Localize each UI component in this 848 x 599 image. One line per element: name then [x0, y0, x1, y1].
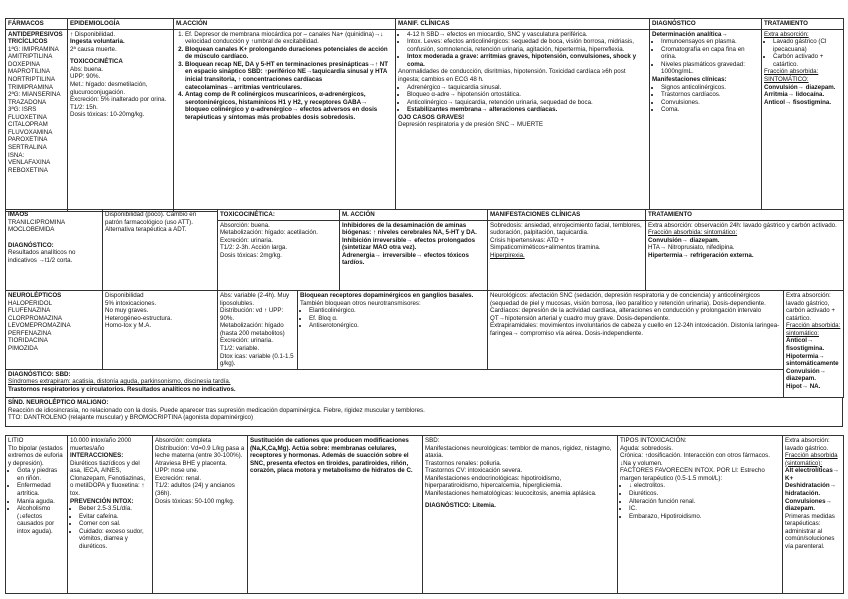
maligno-text: Reacción de idiosincrasia, no relacionado con la dosis. Puede aparecer tras supresión medicación dopaminérgica. Fiebre, rigidez muscular y temblores.: [8, 406, 425, 414]
trat-item: • Carbón activado + catártico.: [773, 53, 841, 68]
litio-inter-title: INTERACCIONES:: [70, 452, 124, 460]
toxico-line: UPP: nose une.: [155, 467, 199, 475]
litio-epi-head: 10.000 intox/año 2000 muertes/año: [70, 437, 132, 452]
trat-line: Fracción absorbida: sintomático:: [648, 229, 738, 237]
header-epidemiologia: EPIDEMIOLOGÍA: [68, 19, 174, 30]
clinica-mid: Anormalidades de conducción, disritmias, hipotensión. Toxicidad cardíaca ≥6h post ingesta; cambios en ECG 48 h.: [398, 68, 626, 83]
clinica-line: Crisis hipertensivas: ATD + Simpaticomiméticos+alimentos tiramina.: [490, 236, 601, 252]
accion-item: • Elanticolinérgico.: [309, 307, 485, 315]
toxico-line: Distribución: vd ↑ UPP: 90%.: [220, 307, 284, 322]
clinica-item: • Adrenérgico→ taquicardia sinusal.: [407, 84, 647, 92]
imaos-toxico-cell: [218, 220, 340, 290]
accion-line: Bloquean receptores dopaminérgicos en ganglios basales.: [300, 292, 474, 299]
tipos-line: FACTORES FAVORECEN INTOX. POR LI: Estrecho margen terapéutico (0.5-1.5 mmol/L):: [620, 467, 765, 482]
accion-item: 1. Ef. Depresor de membrana miocárdica por – canales Na+ (quinidina)→↓ velocidad conducción y ↑umbral de excitabilidad.: [185, 31, 393, 46]
trat-line: Convulsiones→ diazepam.: [785, 497, 832, 513]
litio-tipos-cell: [618, 436, 783, 594]
litio-intro: Tto bipolar (estados extremos de euforia y depresión).: [8, 444, 63, 467]
imaos-diag-title: DIAGNÓSTICO:: [8, 241, 54, 249]
imaos-trat-cell: [646, 220, 844, 290]
sbd-line: Manifestaciones endocrinológicas: hipotiroidismo, hiperparatiroidismo, hipercalcemia, hipergliciemia.: [425, 474, 563, 490]
sbd-line: Manifestaciones neurológicas: temblor de manos, rigidez, nistagmo, ataxia.: [425, 444, 612, 460]
antidep-diag-cell: [650, 29, 762, 211]
header-clinicas: MANIF. CLÍNICAS: [396, 19, 650, 30]
trat-line: Hipotermia→ sintomáticamente Convulsión→ diazepam.: [786, 352, 839, 383]
accion-item: 4. Antag comp de R colinérgicos muscarínicos, α-adrenérgicos, serotoninérgicos, histamínicos H1 y H2, y receptores GABA→ bloqueo colinérgico y α-adrenérgico→ efectos adversos en dosis terapéuticas y síntomas más probables dosis sobredosis.: [185, 91, 393, 121]
litio-prev: • Comer con sal.: [79, 520, 150, 528]
antidep-trat-cell: [762, 29, 844, 211]
drug-item: SERTRALINA: [8, 144, 47, 151]
clinica-line: Neurológicos: afectación SNC (sedación, depresión respiratoria y de conciencia) y anticolinérgicos (sequedad de piel y mucosas, visión borrosa, íleo paralítico y retención urinaria). Dosis-dependiente.: [490, 292, 766, 307]
clinica-item: • 4-12 h SBD→ efectos en miocardio, SNC y vasculatura periférica.: [407, 31, 647, 39]
factor-item: • Diuréticos.: [629, 490, 780, 498]
toxico-line: Dosis tóxicas: 2mg/kg.: [220, 251, 282, 259]
maligno-title: SÍND. NEUROLÉPTICO MALIGNO:: [8, 399, 109, 406]
trat-line: Arritmia→ lidocaína.: [764, 91, 825, 99]
diag-title: Determinación analítica→: [652, 30, 728, 38]
diag-item: • Cromatografía en capa fina en orina.: [661, 46, 759, 61]
tipos-line: Crónica: ↑dosificación. Interacción con otros fármacos. ↓Na y volumen.: [620, 452, 770, 467]
clinica-item: • Estabilizantes membrana→ alteraciones cardíacas.: [407, 106, 647, 114]
drug-item: FLUFENAZINA: [8, 307, 51, 315]
litio-sbd-cell: [423, 436, 618, 594]
toxico-line: T1/2: 2-3h. Acción larga.: [220, 244, 288, 252]
clinica-line: Sobredosis: ansiedad, enrojecimiento facial, temblores, sudoración, palpitación, taquicardia.: [490, 221, 642, 237]
toxico-line: Abs: variable (2-4h). Muy liposolubles.: [220, 292, 290, 307]
drug-item: CLORPROMAZINA: [8, 314, 62, 322]
maligno-tto: TTO: DANTROLENO (relajante muscular) y BROMOCRIPTINA (agonista dopaminérgico): [8, 414, 254, 422]
litio-accion-cell: Sustitución de cationes que producen modificaciones (Na,K,Ca,Mg). Actúa sobre: membranas celulares, receptores y hormonas. Además de suacción sobre el SNC, presenta efectos en tiroides, paratiroides, riñón, corazón, placa motora y metabolismo de hidratos de C.: [248, 436, 423, 594]
accion-item: • Ef. Bloq α.: [309, 315, 485, 323]
drug-item: 1ªG: IMIPRAMINA: [8, 45, 59, 53]
trat-line: HTA→ Nitroprusiato, nifedipina.: [648, 244, 735, 252]
toxico-line: Absorción: completa: [155, 437, 212, 444]
toxico-line: UPP: 90%.: [70, 73, 101, 81]
accion-item: 3. Bloquean recap NE, DA y 5-HT en terminaciones presinápticas→↑ NT en espacio sináptico SBD: ↑periférico NE→taquicardia sinusal y HTA inicial transitoria, ↑ concentraciones cardíacas catecolaminas→arritmias ventriculares.: [185, 61, 393, 91]
diag-item: • Convulsiones.: [661, 99, 759, 107]
drug-item: 3ªG: ISRS: [8, 106, 37, 114]
epi-line: Heterogéneo-estructura.: [105, 314, 173, 322]
litio-tipos-title: TIPOS INTOXICACIÓN:: [620, 437, 687, 444]
accion-line: Inhibidores de la desaminación de aminas biógenas: ↑ niveles cerebrales NA, 5-HT y DA.: [342, 221, 477, 237]
toxico-line: Excreción: urinaria.: [220, 236, 273, 244]
imaos-clinicas-cell: [488, 220, 646, 290]
clinica-item: • Intox moderada a grave: arritmias graves, hipotensión, convulsiones, shock y coma.: [407, 53, 647, 68]
litio-use: • Alcoholismo (↓efectos causados por intox aguda).: [17, 505, 65, 535]
epi-line: 5% intoxicaciones.: [105, 299, 157, 307]
imaos-header-tratamiento: TRATAMIENTO: [646, 210, 844, 221]
toxico-line: Dtox icas: variable (0.1-1.5 g/kg).: [220, 352, 294, 368]
drug-item: CITALOPRAM: [8, 121, 48, 129]
imaos-header-toxico: TOXICOCINÉTICA:: [218, 210, 340, 221]
drug-item: TRAZADONA: [8, 98, 47, 106]
drug-item: TRANILCIPROMINA: [8, 218, 66, 226]
ojo-warning: OJO CASOS GRAVES!: [398, 113, 465, 121]
imaos-header-clinicas: MANIFESTACIONES CLÍNICAS: [488, 210, 646, 221]
epi-line: No muy graves.: [105, 307, 149, 315]
toxico-line: Excreción: renal.: [155, 474, 202, 482]
diag-manif-title: Manifestaciones clínicas:: [652, 75, 727, 83]
trat-line: Extra absorción: observación 24h: lavado gástrico y carbón activado.: [648, 221, 837, 229]
drug-item: HALOPERIDOL: [8, 299, 53, 307]
litio-use: • Enfermedad artrítica.: [17, 482, 65, 497]
diag-item: • Coma.: [661, 106, 759, 114]
accion-line: Adrenergia→ irreversible→ efectos tóxicos tardíos.: [342, 251, 469, 267]
epi-line: Ingesta voluntaria.: [70, 38, 125, 46]
antidep-accion-cell: [174, 29, 396, 211]
toxico-line: T1/2: variable.: [220, 344, 260, 352]
litio-use: • Manía aguda.: [17, 498, 65, 506]
trat-line: Anticol→ fisostigmina.: [786, 337, 825, 352]
toxico-line: Dosis tóxicas: 50-100 mg/kg.: [155, 497, 235, 505]
diag-item: • Signos anticolinérgicos.: [661, 84, 759, 92]
neuro-drugs-cell: [6, 291, 103, 370]
litio-sbd-title: SBD:: [425, 437, 440, 444]
drug-item: FLUVOXAMINA: [8, 128, 53, 136]
litio-toxico-cell: [153, 436, 248, 594]
litio-use: • Gota y piedras en riñón.: [17, 467, 65, 482]
diag-item: • Niveles plasmáticos gravedad: 1000ng/mL.: [661, 61, 759, 76]
drug-item: 2ªG: MIANSERINA: [8, 91, 61, 99]
accion-item: 2. Bloquean canales K+ prolongando duraciones potenciales de acción de músculo cardíaco.: [185, 46, 393, 61]
drug-item: PAROXETINA: [8, 136, 48, 144]
trat-line: Alt electrolíticas→ K+ Deshidratación→ hidratación.: [785, 467, 839, 497]
litio-prev: • Beber 2.5-3.5L/día.: [79, 505, 150, 513]
toxico-title: TOXICOCINÉTICA: [70, 58, 123, 66]
factor-item: • IC.: [629, 505, 780, 513]
neurolepticos-table: [5, 290, 844, 398]
clinica-line: Cardíacos: depresión de la actividad cardíaca, alteraciones en conducción y prolongación intervalo QT→hipotensión arterial y cuadro muy grave. Dosis-dependiente.: [490, 307, 762, 322]
epi-line: 2ª causa muerte.: [70, 45, 117, 53]
antidep-epi-cell: [68, 29, 174, 211]
trat-frac: Fracción absorbida:: [764, 68, 819, 76]
toxico-line: Metabolización: hígado (hasta 200 metabolitos): [220, 322, 285, 337]
drug-item: TIORIDACINA: [8, 337, 48, 345]
toxico-line: T1/2: 15h.: [70, 103, 98, 111]
litio-trat-cell: [783, 436, 844, 594]
clinica-line: Extrapiramidales: movimientos involuntarios de cabeza y cuello en 12-24h intoxicación. Distonía laringea-faringea→ compromiso vía aérea. Dosis-independiente.: [490, 322, 780, 337]
toxico-line: Distribución: Vd=0.9 L/kg pasa a leche materna (entre 30-100%). Atraviesa BHE y placenta.: [155, 444, 245, 467]
toxico-line: Metabolización: hígado: acetilación.: [220, 229, 319, 237]
neuro-diag-line: Síndromes extrapiram: acatisia, distonía aguda, parkinsonismo, discinesia tardía.: [8, 378, 231, 386]
clinica-item: • Bloqueo α-adre→ hipotensión ortostática.: [407, 91, 647, 99]
imaos-diag: Resultados analíticos no indicativos →t1/2 corta.: [8, 249, 76, 264]
trat-line: Extra absorción: lavado gástrico, carbón activado + catártico.: [786, 292, 836, 322]
antidep-clinicas-cell: [396, 29, 650, 211]
drug-item: ISNA: VENLAFAXINA: [8, 151, 51, 167]
trat-line: Fracción absorbida (sintomático):: [785, 452, 838, 467]
imaos-table: [5, 209, 844, 291]
epi-line: ↑ Disponibilidad.: [70, 30, 116, 38]
litio-table: [5, 435, 844, 594]
sbd-line: Trastornos renales: poliuria.: [425, 459, 502, 467]
toxico-line: Absorción: buena.: [220, 221, 270, 229]
clinica-item: • Anticolinérgico→ taquicardia, retención urinaria, sequedad de boca.: [407, 99, 647, 107]
neuro-diag-line: Trastornos respiratorios y circulatorios. Resultados analíticos no indicativos.: [8, 385, 236, 393]
antidepresivos-table: [5, 18, 844, 212]
litio-inter: Diuréticos tiazídicos y del asa, IECA, AINES, Clonazepam, Fenotiazinas, o metilDOPA y fluoxetina: ↑ tox.: [70, 459, 145, 497]
neuro-epi-cell: [103, 291, 218, 370]
toxico-line: Excreción: urinaria.: [220, 337, 273, 345]
drug-item: TRIMIPRAMINA: [8, 83, 54, 91]
sbd-line: Trastornos CV: intoxicación severa.: [425, 467, 523, 475]
diag-item: • Inmunoensayos en plasma.: [661, 38, 759, 46]
drug-item: MAPROTILINA: [8, 68, 50, 76]
drug-item: MOCLOBEMIDA: [8, 226, 55, 234]
neuro-title: NEUROLÉPTICOS: [8, 292, 62, 299]
litio-prev-title: PREVENCIÓN INTOX:: [70, 497, 134, 505]
trat-line: Fracción absorbida: sintomático:: [786, 322, 841, 337]
drug-item: PIMOZIDA: [8, 344, 38, 352]
accion-line: Inhibición irreversible→ efectos prolongados (sintetizar MAO otra vez).: [342, 236, 476, 252]
trat-line: Anticol→ fisostigmina.: [764, 98, 832, 106]
epi-line: Homo-tox y M.A.: [105, 322, 152, 330]
toxico-line: Dosis tóxicas: 10-20mg/kg.: [70, 111, 145, 119]
trat-line: Extra absorción: lavado gástrico.: [785, 437, 830, 452]
toxico-line: Excreción: 5% inalterado por orina.: [70, 96, 167, 104]
trat-line: Convulsión→ diazepam.: [764, 83, 836, 91]
neuro-clinicas-cell: [488, 291, 784, 370]
factor-item: • Embarazo, Hipotiroidismo.: [629, 513, 780, 521]
factor-item: • ↓ electrolitos.: [629, 482, 780, 490]
drug-item: DOXEPINA: [8, 60, 40, 68]
trat-line: Convulsión→ diazepam.: [648, 236, 720, 244]
antidep-title: ANTIDEPRESIVOS TRICÍCLICOS: [8, 30, 63, 46]
neuro-diag-cell: [6, 369, 784, 397]
neuro-trat-cell: [784, 291, 844, 398]
drug-item: REBOXETINA: [8, 166, 48, 174]
litio-drugs-cell: [6, 436, 68, 594]
header-tratamiento: TRATAMIENTO: [762, 19, 844, 30]
drug-item: PERFENAZINA: [8, 329, 52, 337]
imaos-epi-cell: Disponibilidad (poco). Cambio en patrón farmacológico (uso ATT). Alternativa terapéutica a ADT.: [103, 210, 218, 291]
diag-item: • Trastornos cardíacos.: [661, 91, 759, 99]
epi-line: Disponibilidad: [105, 292, 144, 299]
tipos-line: Aguda: sobredosis.: [620, 444, 673, 452]
accion-item: • Antiserotonérgico.: [309, 322, 485, 330]
imaos-drugs-cell: [6, 210, 103, 291]
header-farmacos: FÁRMACOS: [6, 19, 68, 30]
header-diagnostico: DIAGNÓSTICO: [650, 19, 762, 30]
factor-item: • Alteración función renal.: [629, 498, 780, 506]
neuro-toxico-cell: [218, 291, 298, 370]
trat-sint: SINTOMÁTICO:: [764, 75, 809, 83]
trat-line: Hipertermia→ refrigeración externa.: [648, 251, 754, 259]
trat-line: Primeras medidas terapéuticas: administrar al común/soluciones vía parenteral.: [785, 512, 835, 550]
sbd-line: Manifestaciones hematológicas: leucocitosis, anemia aplásica.: [425, 489, 597, 497]
accion-line: También bloquean otros neurotransmisores:: [300, 299, 421, 307]
litio-epi-cell: [68, 436, 153, 594]
imaos-header-accion: M. ACCIÓN: [340, 210, 488, 221]
drug-item: LEVOMEPROMAZINA: [8, 322, 71, 330]
litio-title: LITIO: [8, 437, 24, 444]
drug-item: FLUOXETINA: [8, 113, 47, 121]
trat-item: • Lavado gástrico (CI ipecacuana): [773, 38, 841, 53]
header-accion: M.ACCIÓN: [174, 19, 396, 30]
toxico-line: T1/2: adultos (24) y ancianos (36h).: [155, 482, 235, 497]
drug-item: AMITRIPTILINA: [8, 53, 53, 61]
antidep-drugs-cell: [6, 29, 68, 211]
ojo-text: Depresión respiratoria y de presión SNC→ MUERTE: [398, 121, 544, 129]
neuro-accion-cell: [298, 291, 488, 370]
imaos-accion-cell: [340, 220, 488, 290]
trat-line: Hipot→ NA.: [786, 382, 821, 390]
toxico-line: Met.: hígado: desmetilación, glucuroconjugación.: [70, 80, 148, 96]
imaos-title: IMAOS: [8, 211, 29, 218]
drug-item: NORTRIPTILINA: [8, 75, 55, 83]
litio-prev: • Evitar cafeína.: [79, 513, 150, 521]
clinica-item: • Intox. Leves: efectos anticolinérgicos: sequedad de boca, visión borrosa, midriasis, confusión, somnolencia, retención urinaria, agitación, hipertermia, hiperreflexia.: [407, 38, 647, 53]
neuro-diag-title: DIAGNÓSTICO: SBD:: [8, 370, 71, 378]
litio-diag: DIAGNÓSTICO: Litemia.: [425, 501, 496, 509]
trat-extra: Extra absorción:: [764, 30, 809, 38]
toxico-line: Abs: buena.: [70, 65, 104, 73]
clinica-line: Hiperpirexia.: [490, 251, 525, 259]
litio-prev: • Cuidado: exceso sudor, vómitos, diarrea y diuréticos.: [79, 528, 150, 551]
maligno-box: [5, 397, 843, 427]
